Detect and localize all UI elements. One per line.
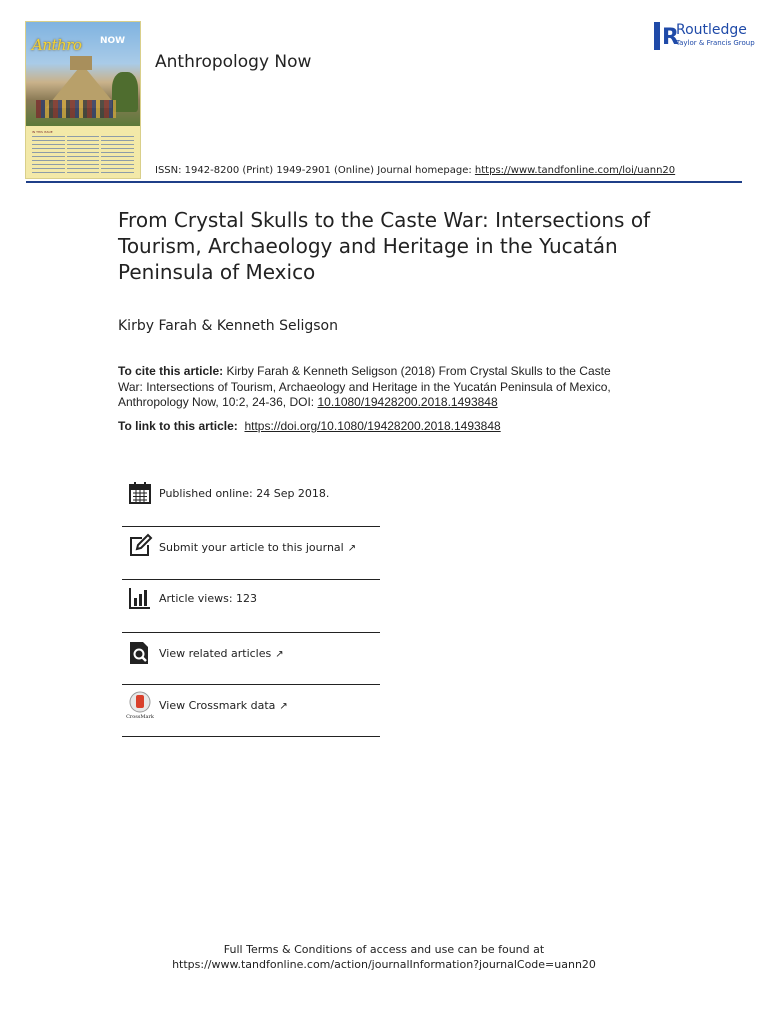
crossmark-link[interactable] — [159, 699, 288, 712]
cover-photo — [26, 22, 140, 126]
cover-contents-lines — [32, 136, 134, 174]
issn-text: ISSN: 1942-8200 (Print) 1949-2901 (Online) Journal homepage: — [155, 165, 472, 176]
crossmark-icon-label: CrossMark — [126, 714, 154, 720]
published-row — [122, 476, 380, 527]
routledge-logo-icon — [654, 22, 679, 50]
related-articles-label: View related articles — [159, 647, 272, 660]
calendar-icon — [128, 481, 152, 505]
publisher-subtitle: Taylor & Francis Group — [676, 39, 755, 47]
external-link-icon: ↗ — [275, 649, 284, 660]
crossmark-label: View Crossmark data — [159, 699, 276, 712]
external-link-icon: ↗ — [279, 701, 288, 712]
submit-article-link[interactable] — [159, 541, 356, 554]
search-document-icon — [128, 641, 152, 665]
article-views: Article views: 123 — [159, 592, 258, 605]
bar-chart-icon — [128, 586, 152, 610]
doi-link[interactable]: https://doi.org/10.1080/19428200.2018.1493848 — [244, 419, 501, 433]
citation-block — [118, 364, 638, 411]
cover-temple-shape — [70, 56, 92, 70]
cover-now-label: NOW — [100, 36, 126, 46]
header-divider — [26, 181, 742, 183]
crossmark-icon — [128, 691, 152, 719]
crossmark-row[interactable] — [122, 685, 380, 737]
cover-people-shape — [36, 100, 116, 118]
submit-article-label: Submit your article to this journal — [159, 541, 344, 554]
routledge-mark-letter: R — [662, 25, 679, 50]
external-link-icon: ↗ — [347, 543, 357, 554]
journal-homepage-link[interactable]: https://www.tandfonline.com/loi/uann20 — [474, 165, 676, 176]
cover-contents-label: IN THIS ISSUE — [32, 130, 53, 134]
edit-icon — [128, 534, 152, 558]
link-label: To link to this article: — [118, 419, 238, 433]
published-date: Published online: 24 Sep 2018. — [159, 487, 330, 500]
cite-label: To cite this article: — [118, 364, 224, 378]
views-row — [122, 580, 380, 633]
cover-title: Anthro — [32, 36, 82, 54]
issn-line — [155, 165, 675, 176]
footer-terms-link[interactable]: https://www.tandfonline.com/action/journalInformation?journalCode=uann20 — [172, 958, 596, 971]
journal-cover-image — [26, 22, 140, 178]
article-title: From Crystal Skulls to the Caste War: Intersections of Tourism, Archaeology and Heritage in the Yucatán Peninsula of Mexico — [118, 208, 651, 284]
footer — [0, 942, 768, 972]
related-articles-link[interactable] — [159, 647, 284, 660]
publisher-name: Routledge — [676, 22, 747, 38]
cite-doi-link[interactable]: 10.1080/19428200.2018.1493848 — [317, 395, 498, 409]
cite-text: Kirby Farah & Kenneth Seligson (2018) From Crystal Skulls to the Caste War: Intersections of Tourism, Archaeology and Heritage in the Yucatán Peninsula of Mexico, Anthropology Now, 10:2, 24-36, DOI: — [118, 364, 611, 409]
footer-line-1: Full Terms & Conditions of access and use can be found at — [223, 943, 545, 956]
related-row[interactable] — [122, 633, 380, 685]
journal-name: Anthropology Now — [155, 52, 312, 72]
submit-row[interactable] — [122, 527, 380, 580]
link-block — [118, 419, 501, 433]
article-authors: Kirby Farah & Kenneth Seligson — [118, 318, 338, 334]
